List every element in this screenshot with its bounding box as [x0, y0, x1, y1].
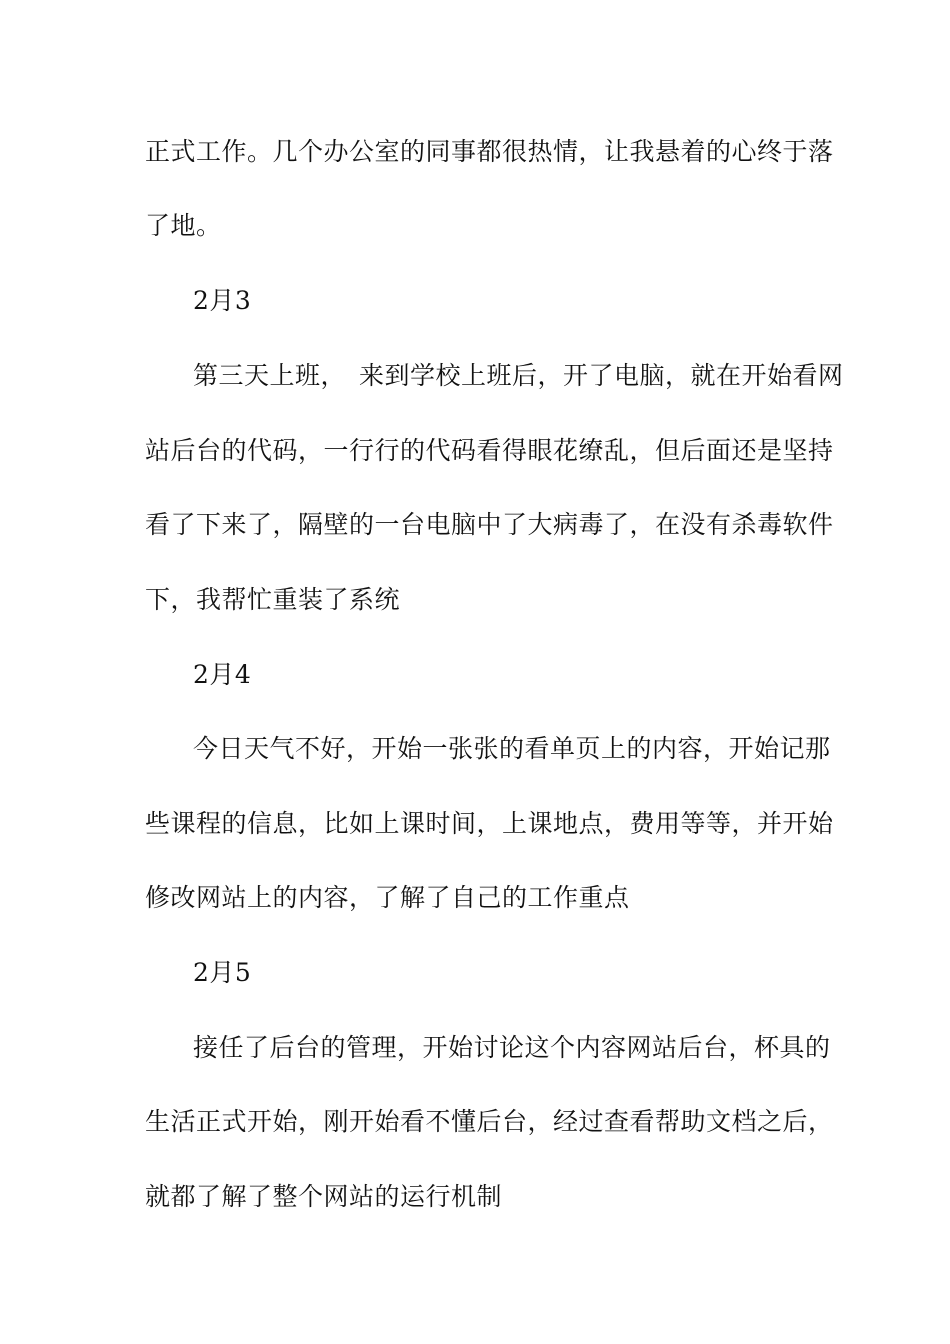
- paragraph-line: 今日天气不好，开始一张张的看单页上的内容，开始记那: [193, 734, 831, 763]
- paragraph-line: 正式工作。几个办公室的同事都很热情，让我悬着的心终于落: [145, 137, 834, 166]
- paragraph-line: 下，我帮忙重装了系统: [145, 585, 401, 614]
- date-heading: 2月4: [193, 660, 252, 689]
- paragraph-line: 就都了解了整个网站的运行机制: [145, 1182, 503, 1211]
- paragraph-line: 站后台的代码，一行行的代码看得眼花缭乱，但后面还是坚持: [145, 436, 834, 465]
- paragraph-line: 接任了后台的管理，开始讨论这个内容网站后台，杯具的: [193, 1033, 831, 1062]
- date-heading: 2月3: [193, 286, 252, 315]
- paragraph-line: 生活正式开始，刚开始看不懂后台，经过查看帮助文档之后，: [145, 1107, 834, 1136]
- paragraph-line: 第三天上班， 来到学校上班后，开了电脑，就在开始看网: [193, 361, 844, 390]
- date-heading: 2月5: [193, 958, 252, 987]
- paragraph-line: 修改网站上的内容，了解了自己的工作重点: [145, 883, 630, 912]
- paragraph-line: 了地。: [145, 211, 222, 240]
- paragraph-line: 看了下来了，隔壁的一台电脑中了大病毒了，在没有杀毒软件: [145, 510, 834, 539]
- paragraph-line: 些课程的信息，比如上课时间，上课地点，费用等等，并开始: [145, 809, 834, 838]
